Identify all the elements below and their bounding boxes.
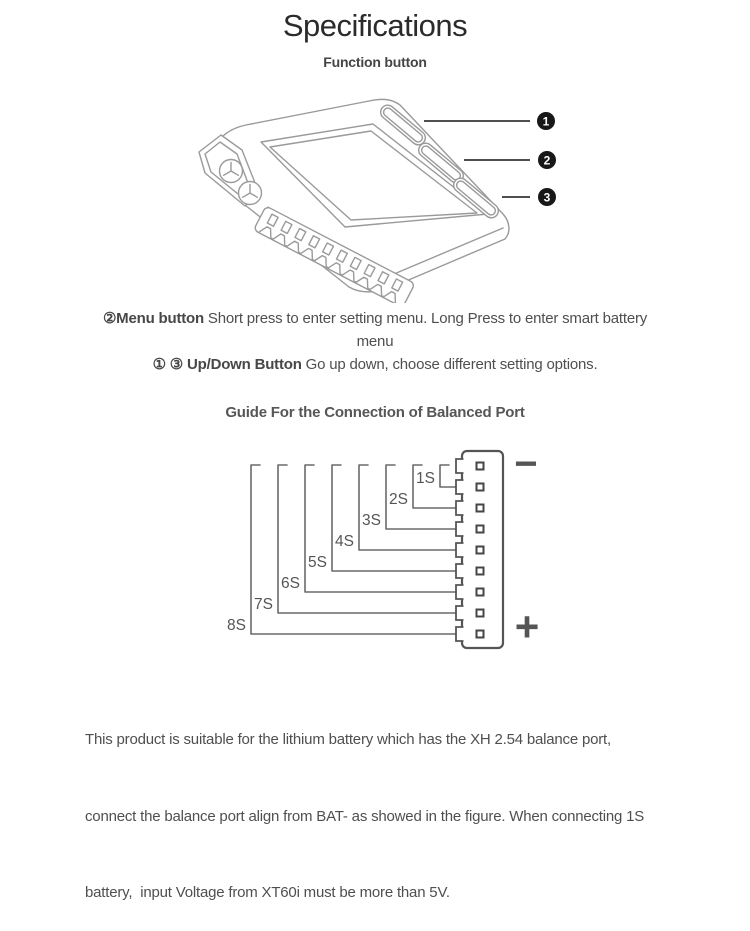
note-line-1 bbox=[0, 307, 750, 330]
callout-number-1: 1 bbox=[542, 114, 550, 129]
cell-label-6s: 6S bbox=[281, 575, 300, 592]
note-line-2: menu bbox=[356, 333, 394, 350]
cell-label-2s: 2S bbox=[389, 491, 408, 508]
negative-polarity-mark: − bbox=[514, 442, 538, 486]
bracket-5s bbox=[332, 465, 456, 571]
paragraph-line-1: This product is suitable for the lithium battery which has the XH 2.54 balance port, bbox=[85, 731, 611, 748]
paragraph-line-3: battery, input Voltage from XT60i must be more than 5V. bbox=[85, 884, 450, 901]
note-line-3 bbox=[0, 353, 750, 376]
cell-label-1s: 1S bbox=[416, 470, 435, 487]
balance-port-diagram bbox=[0, 442, 750, 664]
bracket-1s bbox=[440, 465, 456, 487]
paragraph-line-2: connect the balance port align from BAT- as showed in the figure. When connecting 1S bbox=[85, 807, 645, 825]
callout-number-2: 2 bbox=[543, 153, 551, 168]
function-button-caption: Function button bbox=[323, 54, 427, 70]
balanced-port-heading: Guide For the Connection of Balanced Port bbox=[225, 404, 525, 421]
balance-connector-pins bbox=[477, 463, 484, 638]
menu-button-label: ②Menu button bbox=[102, 310, 204, 327]
updown-button-text: Go up down, choose different setting options. bbox=[301, 356, 598, 373]
menu-button-text: Short press to enter setting menu. Long Press to enter smart battery bbox=[203, 310, 648, 327]
balance-connector-tabs bbox=[456, 459, 464, 641]
cell-label-8s: 8S bbox=[227, 617, 246, 634]
page-title: Specifications bbox=[282, 8, 468, 43]
cell-label-5s: 5S bbox=[308, 554, 327, 571]
device-figure bbox=[0, 85, 750, 303]
updown-button-label: ① ③ Up/Down Button bbox=[152, 356, 302, 373]
button-notes bbox=[0, 307, 750, 376]
cell-label-7s: 7S bbox=[254, 596, 273, 613]
description-paragraph bbox=[85, 676, 685, 931]
callout-number-3: 3 bbox=[543, 190, 551, 205]
cell-label-4s: 4S bbox=[335, 533, 354, 550]
positive-polarity-mark: + bbox=[514, 603, 540, 650]
cell-label-3s: 3S bbox=[362, 512, 381, 529]
